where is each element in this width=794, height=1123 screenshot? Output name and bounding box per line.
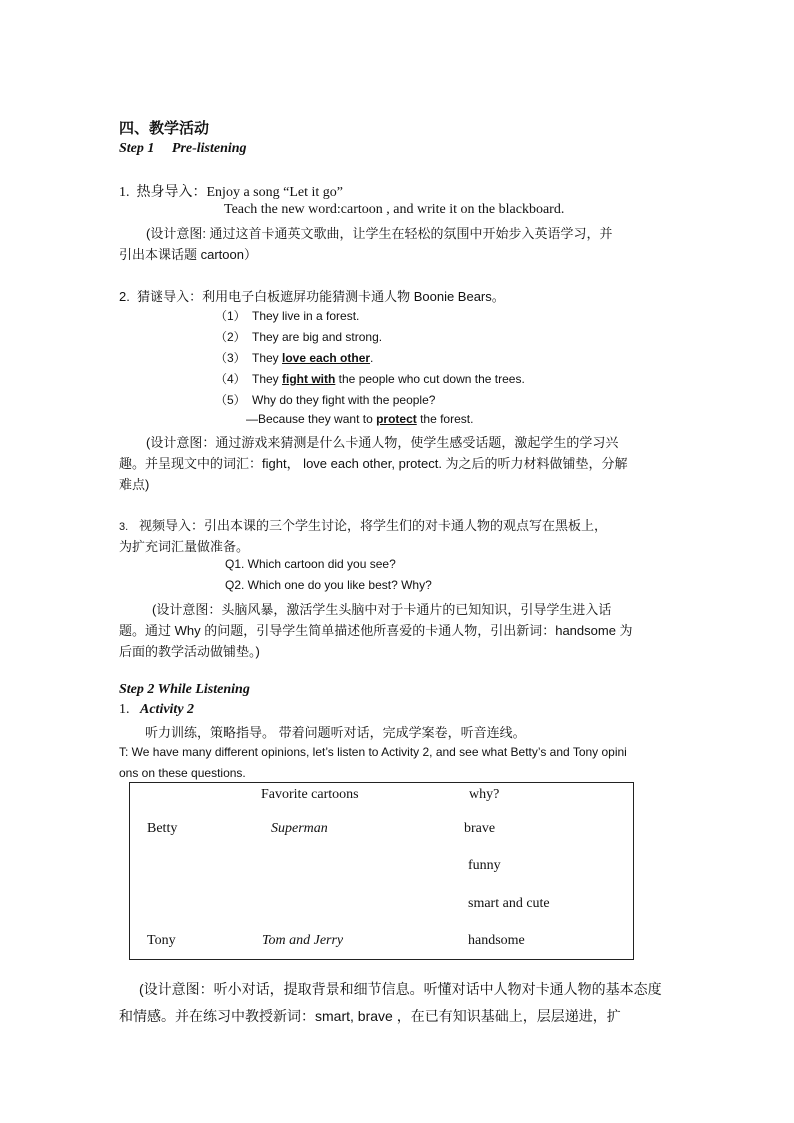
item2-desc: 利用电子白板遮屏功能猜测卡通人物 Boonie Bears。 [202, 289, 505, 304]
step2-title: Step 2 While Listening [119, 682, 250, 697]
clue-keyword: fight with [282, 372, 336, 386]
cartoon-table [129, 782, 634, 960]
clue-number: （3） [215, 351, 246, 365]
clue-text: Why do they fight with the people? [252, 393, 436, 407]
step2-design-line1: (设计意图：听小对话，提取背景和细节信息。听懂对话中人物对卡通人物的基本态度 [139, 981, 662, 997]
reason-handsome: handsome [468, 933, 525, 948]
clue-4 [215, 370, 525, 387]
question-1: Q1. Which cartoon did you see? [225, 557, 396, 571]
item2-design-line3: 难点) [119, 477, 150, 492]
item3-design-line1: (设计意图：头脑风暴，激活学生头脑中对于卡通片的已知知识，引导学生进入话 [152, 602, 612, 617]
row-tony-name: Tony [147, 933, 176, 948]
item2-number: 2. [119, 289, 130, 304]
clue-5 [215, 391, 435, 408]
step1-label: Step 1 [119, 141, 155, 156]
reason-smart-cute: smart and cute [468, 896, 550, 911]
row-betty-cartoon: Superman [271, 821, 328, 836]
step1-title [119, 141, 247, 157]
item3-number: 3. [119, 521, 129, 533]
item3-desc-line2: 为扩充词汇量做准备。 [119, 539, 250, 554]
activity2-title: Activity 2 [140, 702, 195, 717]
reason-funny: funny [468, 858, 501, 873]
clue-3 [215, 349, 373, 366]
answer-text: —Because they want to [246, 412, 377, 426]
item2-design-line1: (设计意图：通过游戏来猜测是什么卡通人物，使学生感受话题，激起学生的学习兴 [146, 435, 619, 450]
step2-design-line2: 和情感。并在练习中教授新词：smart, brave ，在已有知识基础上，层层递进，扩 [119, 1008, 621, 1024]
item3-label: 视频导入： [139, 518, 205, 533]
activity2-desc: 听力训练，策略指导。 带着问题听对话，完成学案卷，听音连线。 [145, 725, 526, 740]
reason-brave: brave [464, 821, 496, 836]
clue-1 [215, 307, 359, 324]
item3-design-line2: 题。通过 Why 的问题，引导学生简单描述他所喜爱的卡通人物，引出新词：handsome 为 [119, 623, 633, 638]
item1-label: 热身导入： [136, 185, 207, 200]
activity2-number: 1. [119, 702, 130, 717]
item1-number: 1. [119, 185, 130, 200]
clue-number: （2） [215, 330, 246, 344]
item1-design-line2: 引出本课话题 cartoon） [119, 247, 257, 262]
teacher-line2: ons on these questions. [119, 766, 246, 780]
answer-keyword: protect [376, 412, 417, 426]
item2-design-line2: 趣。并呈现文中的词汇：fight， love each other, protect. 为之后的听力材料做铺垫，分解 [119, 456, 628, 471]
answer-text-end: the forest. [416, 412, 474, 426]
clue-number: （5） [215, 393, 246, 407]
clue-text: They are big and strong. [252, 330, 383, 344]
item3-design-line3: 后面的教学活动做铺垫。) [119, 644, 260, 659]
clue-text: They live in a forest. [252, 309, 360, 323]
item1-teach-line: Teach the new word:cartoon , and write it on the blackboard. [224, 202, 565, 217]
clue-number: （4） [215, 372, 246, 386]
clue-text: They [252, 372, 283, 386]
question-2: Q2. Which one do you like best? Why? [225, 578, 432, 592]
clue-text-end: the people who cut down the trees. [335, 372, 525, 386]
header-favorite-cartoons: Favorite cartoons [261, 787, 359, 802]
item2-label: 猜谜导入： [137, 289, 203, 304]
clue-number: （1） [215, 309, 246, 323]
item1-design-line1: (设计意图: 通过这首卡通英文歌曲，让学生在轻松的氛围中开始步入英语学习，并 [146, 226, 613, 241]
row-betty-name: Betty [147, 821, 178, 836]
item1-song: Enjoy a song “Let it go” [206, 185, 343, 200]
item1-line [119, 181, 343, 201]
item2-line [119, 286, 505, 305]
clue-answer [246, 412, 473, 426]
clue-2 [215, 328, 382, 345]
activity2-line [119, 702, 194, 718]
item3-desc-line1: 引出本课的三个学生讨论，将学生们的对卡通人物的观点写在黑板上， [204, 518, 608, 533]
row-tony-cartoon: Tom and Jerry [262, 933, 344, 948]
step1-subtitle: Pre-listening [171, 141, 247, 156]
teacher-line1: T: We have many different opinions, let’s listen to Activity 2, and see what Betty’s and Tony opini [119, 745, 627, 759]
clue-text-end: . [370, 351, 374, 365]
header-why: why? [469, 787, 500, 802]
item3-line [119, 515, 607, 534]
section-title: 四、教学活动 [119, 121, 210, 137]
clue-keyword: love each other [282, 351, 371, 365]
clue-text: They [252, 351, 283, 365]
